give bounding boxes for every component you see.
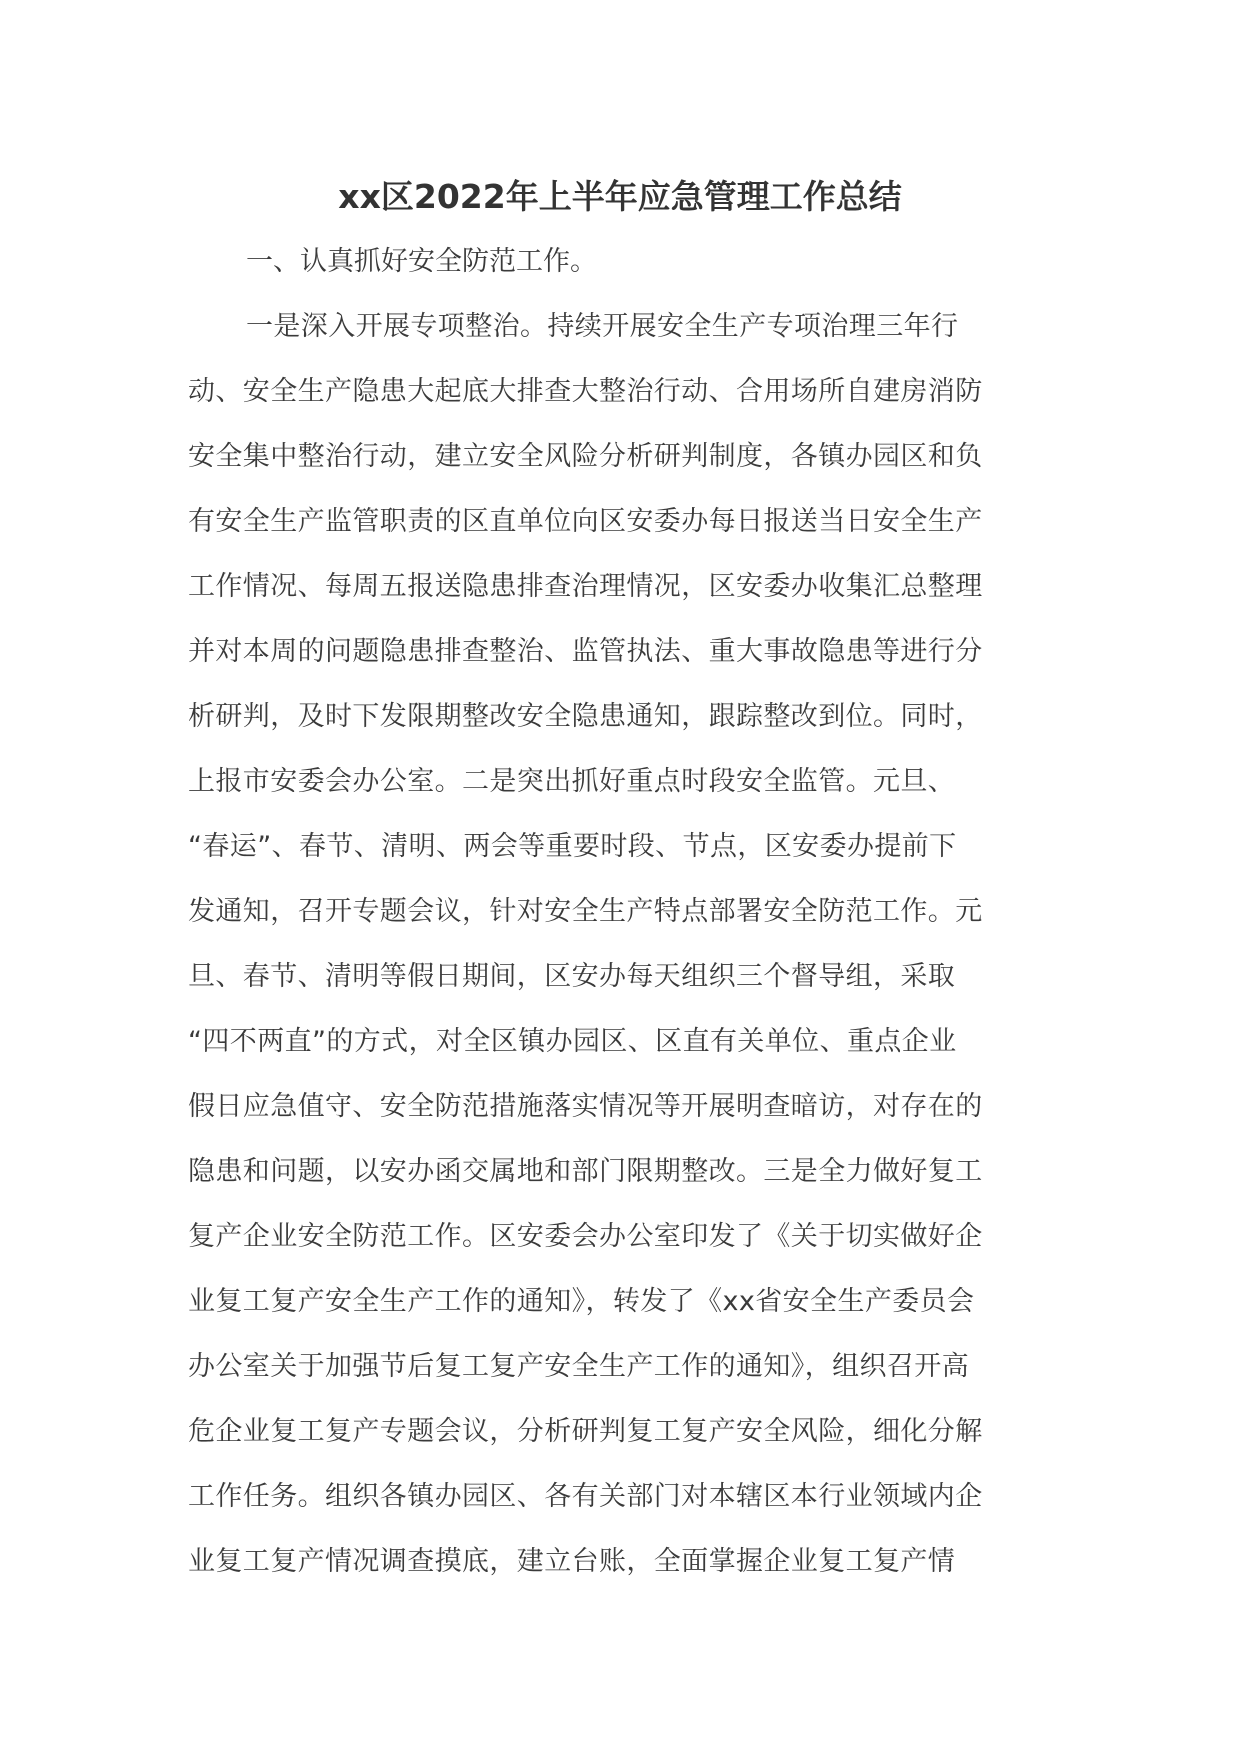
paragraph-line: 有安全生产监管职责的区直单位向区安委办每日报送当日安全生产 bbox=[188, 506, 983, 537]
paragraph-line: 假日应急值守、安全防范措施落实情况等开展明查暗访，对存在的 bbox=[188, 1091, 983, 1122]
paragraph-line: 办公室关于加强节后复工复产安全生产工作的通知》，组织召开高 bbox=[188, 1351, 970, 1382]
paragraph-line: 发通知，召开专题会议，针对安全生产特点部署安全防范工作。元 bbox=[188, 896, 983, 927]
paragraph-line: 动、安全生产隐患大起底大排查大整治行动、合用场所自建房消防 bbox=[188, 376, 983, 407]
paragraph-line: 一是深入开展专项整治。持续开展安全生产专项治理三年行 bbox=[246, 311, 959, 342]
paragraph-line: 并对本周的问题隐患排查整治、监管执法、重大事故隐患等进行分 bbox=[188, 636, 983, 667]
body-paragraph bbox=[188, 302, 1068, 1602]
paragraph-line: 旦、春节、清明等假日期间，区安办每天组织三个督导组，采取 bbox=[188, 961, 956, 992]
section-heading: 一、认真抓好安全防范工作。 bbox=[246, 246, 597, 277]
paragraph-line: 隐患和问题，以安办函交属地和部门限期整改。三是全力做好复工 bbox=[188, 1156, 983, 1187]
paragraph-line: “春运”、春节、清明、两会等重要时段、节点，区安委办提前下 bbox=[188, 831, 957, 862]
paragraph-line: 上报市安委会办公室。二是突出抓好重点时段安全监管。元旦、 bbox=[188, 766, 956, 797]
paragraph-line: “四不两直”的方式，对全区镇办园区、区直有关单位、重点企业 bbox=[188, 1026, 957, 1057]
paragraph-line: 业复工复产安全生产工作的通知》，转发了《xx省安全生产委员会 bbox=[188, 1286, 975, 1317]
paragraph-line: 析研判，及时下发限期整改安全隐患通知，跟踪整改到位。同时， bbox=[188, 701, 983, 732]
document-title: xx区2022年上半年应急管理工作总结 bbox=[338, 177, 902, 216]
paragraph-line: 安全集中整治行动，建立安全风险分析研判制度，各镇办园区和负 bbox=[188, 441, 983, 472]
paragraph-line: 工作任务。组织各镇办园区、各有关部门对本辖区本行业领域内企 bbox=[188, 1481, 983, 1512]
paragraph-line: 业复工复产情况调查摸底，建立台账，全面掌握企业复工复产情 bbox=[188, 1546, 956, 1577]
paragraph-line: 工作情况、每周五报送隐患排查治理情况，区安委办收集汇总整理 bbox=[188, 571, 983, 602]
paragraph-line: 复产企业安全防范工作。区安委会办公室印发了《关于切实做好企 bbox=[188, 1221, 983, 1252]
paragraph-line: 危企业复工复产专题会议，分析研判复工复产安全风险，细化分解 bbox=[188, 1416, 983, 1447]
